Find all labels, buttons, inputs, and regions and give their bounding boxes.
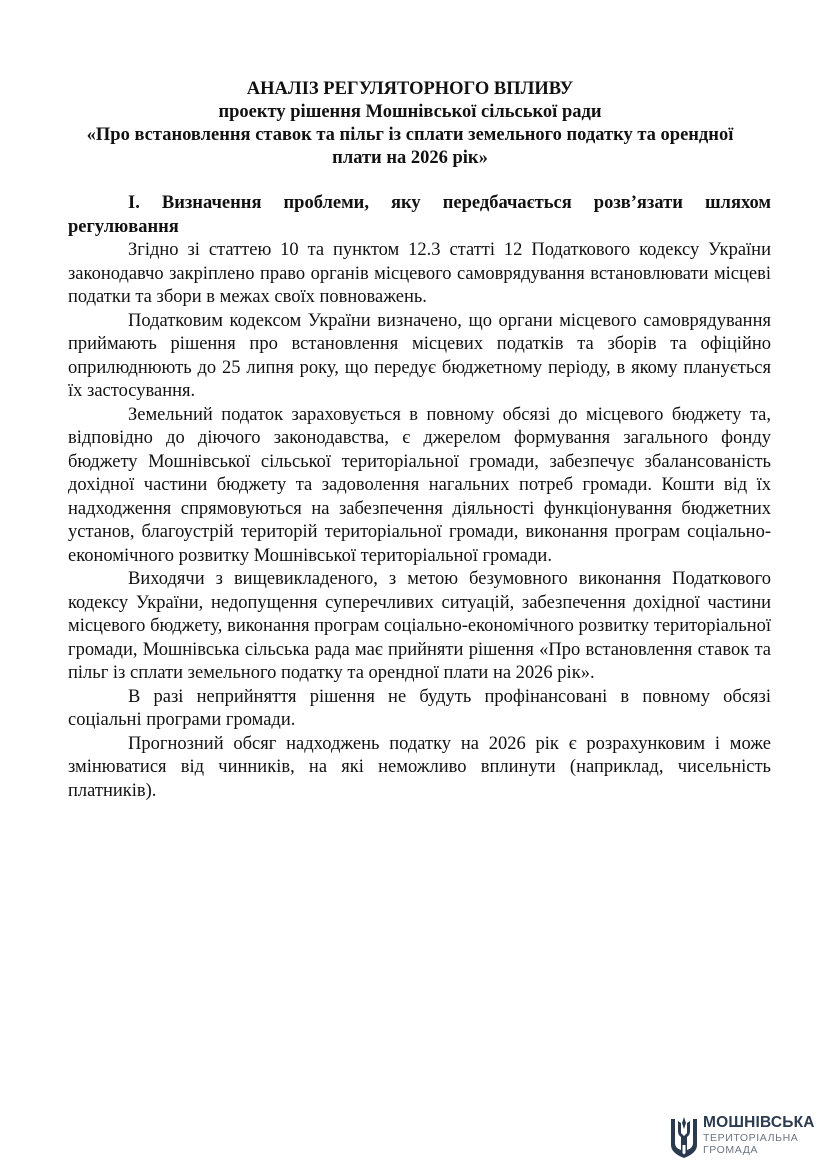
decision-title-line-1: «Про встановлення ставок та пільг із сплати земельного податку та орендної	[86, 125, 734, 145]
document-header	[60, 78, 760, 170]
section-heading: I. Визначення проблеми, яку передбачається розв’язати шляхом регулювання	[68, 193, 771, 237]
paragraph: Прогнозний обсяг надходжень податку на 2026 рік є розрахунковим і може змінюватися від чинників, на які неможливо вплинути (наприклад, чисельність платників).	[68, 733, 771, 801]
logo-subtitle: ГРОМАДА	[703, 1144, 759, 1156]
paragraph: Згідно зі статтею 10 та пунктом 12.3 статті 12 Податкового кодексу України законодавчо закріплено право органів місцевого самоврядування встановлювати місцеві податки та збори в межах своїх повноважень.	[68, 240, 771, 307]
document-title: АНАЛІЗ РЕГУЛЯТОРНОГО ВПЛИВУ	[246, 79, 574, 99]
document-body	[68, 192, 771, 803]
decision-title-line-2: плати на 2026 рік»	[332, 148, 488, 168]
paragraph: В разі неприйняття рішення не будуть профінансовані в повному обсязі соціальні програми громади.	[68, 686, 771, 730]
paragraph: Виходячи з вищевикладеного, з метою безумовного виконання Податкового кодексу України, недопущення суперечливих ситуацій, забезпечення дохідної частини місцевого бюджету, виконання програм соціально-економічного розвитку територіальної громади, Мошнівська сільська рада має прийняти рішення «Про встановлення ставок та пільг із сплати земельного податку та орендної плати на 2026 рік».	[68, 569, 771, 683]
trident-icon	[669, 1115, 699, 1159]
logo-name: МОШНІВСЬКА	[703, 1114, 815, 1131]
paragraph: Земельний податок зараховується в повному обсязі до місцевого бюджету та, відповідно до діючого законодавства, є джерелом формування загального фонду бюджету Мошнівської сільської територіальної громади, забезпечує збалансованість дохідної частини бюджету та задоволення нагальних потреб громади. Кошти від їх надходження спрямовуються на забезпечення діяльності функціонування бюджетних установ, благоустрій територій територіальної громади, виконання програм соціально-економічного розвитку Мошнівської територіальної громади.	[68, 404, 771, 566]
logo-subtitle: ТЕРИТОРІАЛЬНА	[703, 1132, 799, 1144]
community-logo	[669, 1113, 815, 1161]
paragraph: Податковим кодексом України визначено, що органи місцевого самоврядування приймають рішення про встановлення місцевих податків та зборів та офіційно оприлюднюють до 25 липня року, що передує бюджетному періоду, в якому планується їх застосування.	[68, 310, 771, 401]
document-subtitle: проекту рішення Мошнівської сільської ради	[218, 102, 602, 122]
